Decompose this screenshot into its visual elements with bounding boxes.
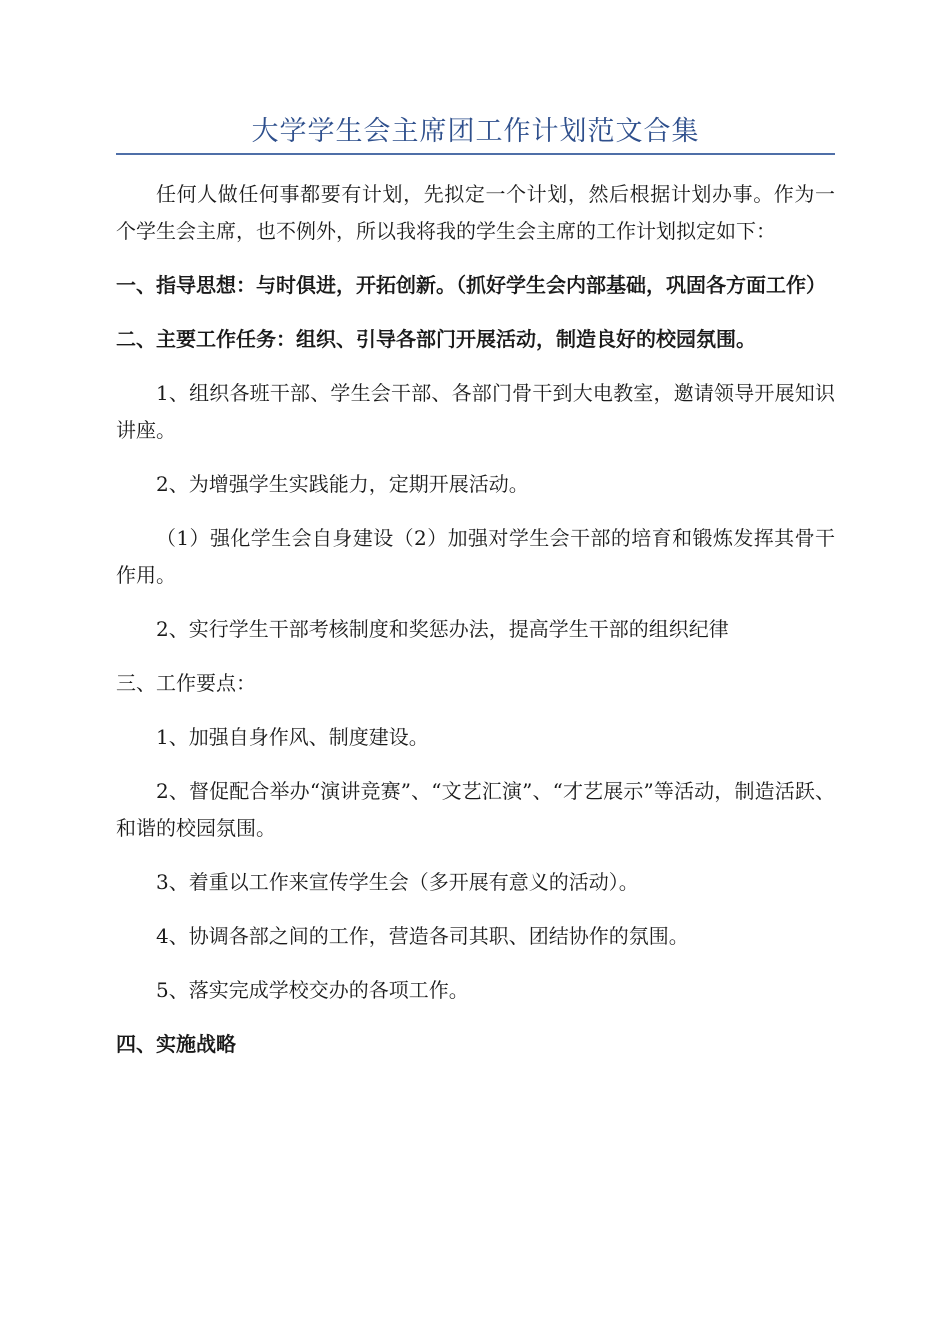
title-underline bbox=[116, 153, 835, 155]
list-item: （1）强化学生会自身建设（2）加强对学生会干部的培育和锻炼发挥其骨干作用。 bbox=[116, 526, 835, 587]
list-item: 5、落实完成学校交办的各项工作。 bbox=[156, 978, 469, 1002]
list-item: 2、为增强学生实践能力，定期开展活动。 bbox=[156, 472, 529, 496]
list-item: 3、着重以工作来宣传学生会（多开展有意义的活动）。 bbox=[156, 870, 639, 894]
list-item: 1、组织各班干部、学生会干部、各部门骨干到大电教室，邀请领导开展知识讲座。 bbox=[116, 381, 835, 442]
section-heading-3: 三、工作要点： bbox=[116, 671, 256, 695]
section-heading-1: 一、指导思想：与时俱进，开拓创新。（抓好学生会内部基础，巩固各方面工作） bbox=[116, 273, 826, 297]
list-item: 4、协调各部之间的工作，营造各司其职、团结协作的氛围。 bbox=[156, 924, 689, 948]
list-item: 1、加强自身作风、制度建设。 bbox=[156, 725, 429, 749]
section-heading-4: 四、实施战略 bbox=[116, 1032, 236, 1056]
document-body bbox=[116, 176, 835, 1080]
list-item: 2、督促配合举办“演讲竞赛”、“文艺汇演”、“才艺展示”等活动，制造活跃、和谐的校园氛围。 bbox=[116, 779, 835, 840]
section-heading-2: 二、主要工作任务：组织、引导各部门开展活动，制造良好的校园氛围。 bbox=[116, 327, 756, 351]
intro-paragraph: 任何人做任何事都要有计划，先拟定一个计划，然后根据计划办事。作为一个学生会主席，也不例外，所以我将我的学生会主席的工作计划拟定如下： bbox=[116, 182, 835, 243]
list-item: 2、实行学生干部考核制度和奖惩办法，提高学生干部的组织纪律 bbox=[156, 617, 729, 641]
document-title: 大学学生会主席团工作计划范文合集 bbox=[251, 116, 700, 147]
